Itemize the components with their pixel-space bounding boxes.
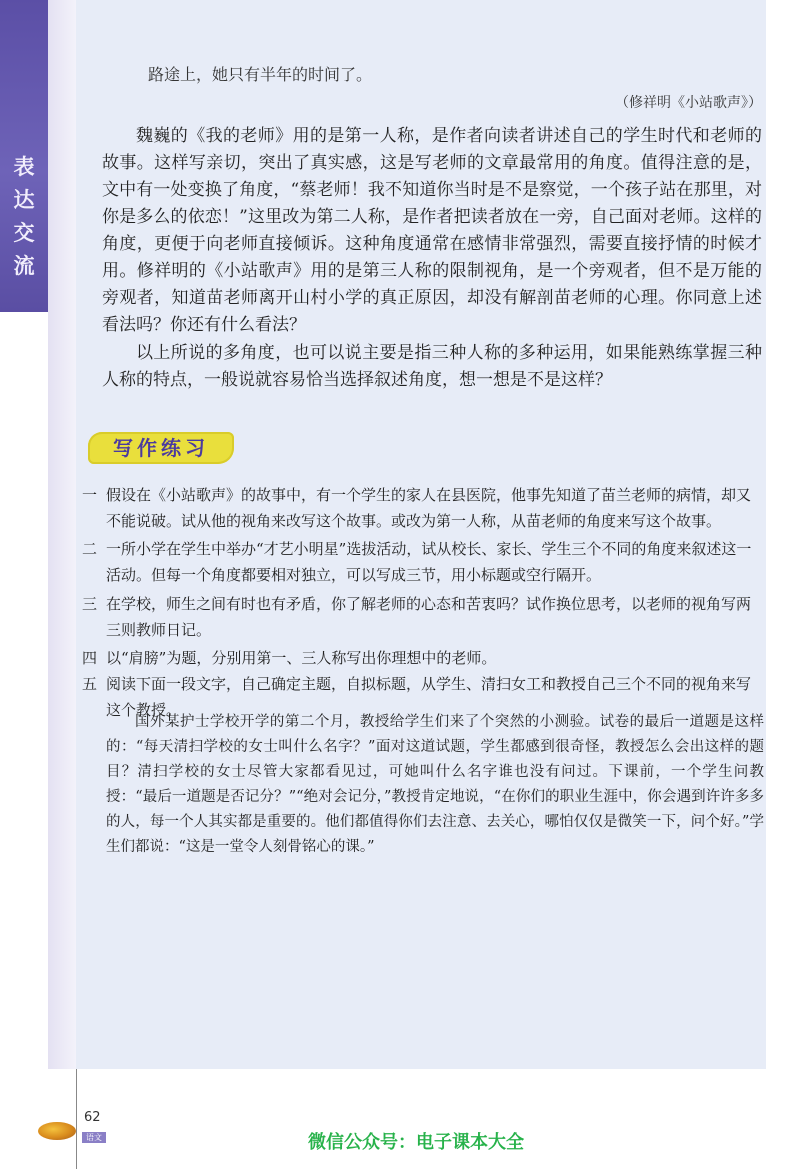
exercise-text: 在学校，师生之间有时也有矛盾，你了解老师的心态和苦衷吗？试作换位思考，以老师的视角写两三则教师日记。	[106, 595, 752, 639]
exercise-number: 二	[82, 540, 98, 558]
watermark: 微信公众号：电子课本大全	[308, 1132, 524, 1153]
exercise-number: 三	[82, 595, 98, 613]
margin-rule	[76, 1069, 77, 1169]
publisher-logo-icon	[38, 1122, 76, 1140]
exercise-number: 五	[82, 675, 98, 693]
side-tab-label: 表达交流	[13, 154, 35, 278]
quote-tail: 路途上，她只有半年的时间了。	[148, 65, 373, 84]
page-number: 62	[84, 1110, 101, 1125]
exercise-number: 四	[82, 649, 98, 667]
exercise-text: 以“肩膀”为题，分别用第一、三人称写出你理想中的老师。	[106, 649, 497, 667]
exercise-text: 阅读下面一段文字，自己确定主题，自拟标题，从学生、清扫女工和教授自己三个不同的视角来写这个教授。	[106, 675, 752, 719]
section-title: 写作练习	[113, 436, 209, 460]
reading-passage: 国外某护士学校开学的第二个月，教授给学生们来了个突然的小测验。试卷的最后一道题是这样的：“每天清扫学校的女士叫什么名字？”面对这道试题，学生都感到很奇怪，教授怎么会出这样的题目？清扫学校的女士尽管大家都看见过，可她叫什么名字谁也没有问过。下课前，一个学生问教授：“最后一道题是否记分？”“绝对会记分，”教授肯定地说，“在你们的职业生涯中，你会遇到许许多多的人，每一个人其实都是重要的。他们都值得你们去注意、去关心，哪怕仅仅是微笑一下，问个好。”学生们都说：“这是一堂令人刻骨铭心的课。”	[106, 714, 764, 855]
exercise-text: 一所小学在学生中举办“才艺小明星”选拔活动，试从校长、家长、学生三个不同的角度来叙述这一活动。但每一个角度都要相对独立，可以写成三节，用小标题或空行隔开。	[106, 540, 752, 584]
subject-tag: 语文	[82, 1132, 106, 1143]
paragraph-2: 以上所说的多角度，也可以说主要是指三种人称的多种运用，如果能熟练掌握三种人称的特点，一般说就容易恰当选择叙述角度，想一想是不是这样？	[102, 343, 762, 390]
exercise-number: 一	[82, 486, 98, 504]
quote-attribution: （修祥明《小站歌声》）	[615, 95, 762, 111]
side-strip	[48, 0, 76, 1069]
paragraph-1: 魏巍的《我的老师》用的是第一人称，是作者向读者讲述自己的学生时代和老师的故事。这样写亲切，突出了真实感，这是写老师的文章最常用的角度。值得注意的是，文中有一处变换了角度，“蔡老师！我不知道你当时是不是察觉，一个孩子站在那里，对你是多么的依恋！”这里改为第二人称，是作者把读者放在一旁，自己面对老师。这样的角度，更便于向老师直接倾诉。这种角度通常在感情非常强烈，需要直接抒情的时候才用。修祥明的《小站歌声》用的是第三人称的限制视角，是一个旁观者，但不是万能的旁观者，知道苗老师离开山村小学的真正原因，却没有解剖苗老师的心理。你同意上述看法吗？你还有什么看法？	[102, 126, 762, 335]
side-tab	[0, 0, 48, 312]
section-header	[88, 432, 234, 464]
exercise-text: 假设在《小站歌声》的故事中，有一个学生的家人在县医院，他事先知道了苗兰老师的病情，却又不能说破。试从他的视角来改写这个故事。或改为第一人称，从苗老师的角度来写这个故事。	[106, 486, 752, 530]
